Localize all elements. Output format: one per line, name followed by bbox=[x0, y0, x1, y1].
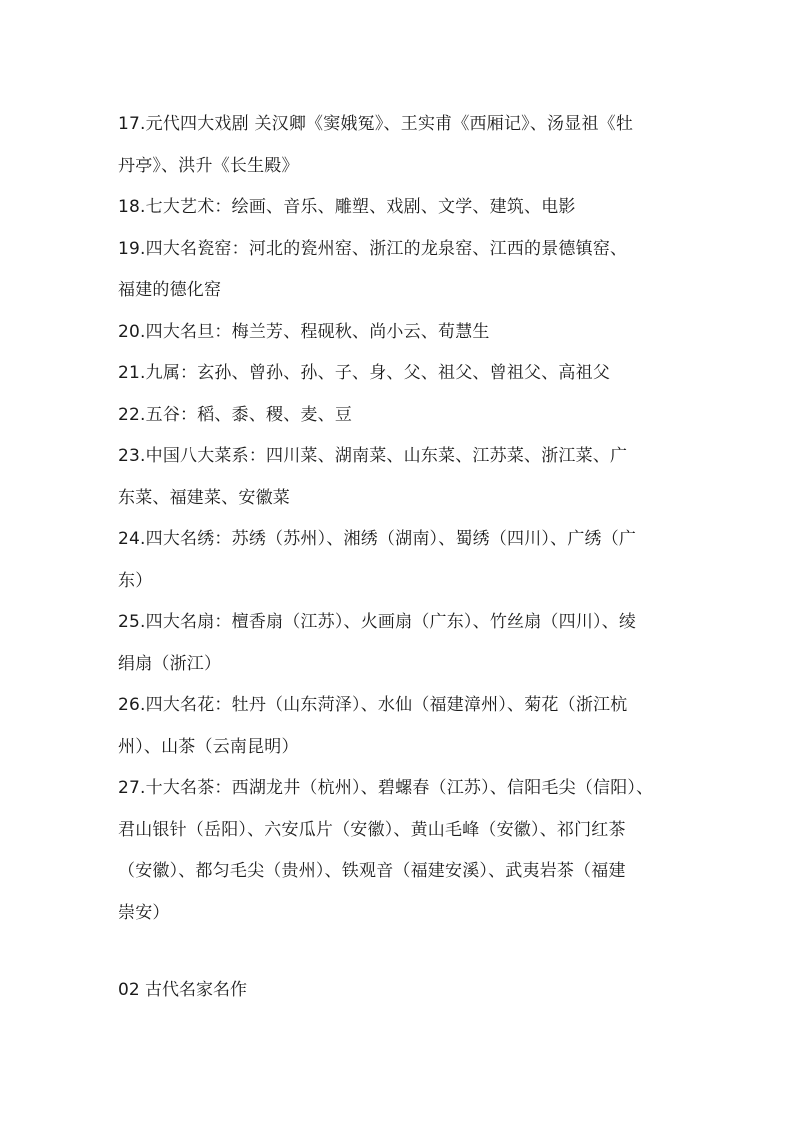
item-19-line-2: 福建的德化窑 bbox=[118, 280, 222, 300]
item-25-line-1: 25.四大名扇：檀香扇（江苏）、火画扇（广东）、竹丝扇（四川）、绫 bbox=[118, 612, 637, 632]
item-27-line-3: （安徽）、都匀毛尖（贵州）、铁观音（福建安溪）、武夷岩茶（福建 bbox=[118, 861, 626, 881]
item-17-line-1: 17.元代四大戏剧 关汉卿《窦娥冤》、王实甫《西厢记》、汤显祖《牡 bbox=[118, 114, 634, 134]
item-18-line-1: 18.七大艺术：绘画、音乐、雕塑、戏剧、文学、建筑、电影 bbox=[118, 197, 576, 217]
document-body bbox=[118, 104, 698, 934]
item-24-line-2: 东） bbox=[118, 570, 153, 591]
section-title: 02 古代名家名作 bbox=[118, 980, 248, 1000]
item-23-line-2: 东菜、福建菜、安徽菜 bbox=[118, 487, 290, 508]
item-23-line-1: 23.中国八大菜系：四川菜、湖南菜、山东菜、江苏菜、浙江菜、广 bbox=[118, 446, 628, 466]
item-21-line-1: 21.九属：玄孙、曾孙、孙、子、身、父、祖父、曾祖父、高祖父 bbox=[118, 363, 611, 383]
item-27-line-1: 27.十大名茶：西湖龙井（杭州）、碧螺春（江苏）、信阳毛尖（信阳）、 bbox=[118, 778, 654, 798]
item-26-line-2: 州）、山茶（云南昆明） bbox=[118, 736, 299, 757]
item-19-line-1: 19.四大名瓷窑：河北的瓷州窑、浙江的龙泉窑、江西的景德镇窑、 bbox=[118, 238, 628, 259]
item-22-line-1: 22.五谷：稻、黍、稷、麦、豆 bbox=[118, 404, 353, 425]
item-20-line-1: 20.四大名旦：梅兰芳、程砚秋、尚小云、荀慧生 bbox=[118, 321, 490, 342]
item-26-line-1: 26.四大名花：牡丹（山东菏泽）、水仙（福建漳州）、菊花（浙江杭 bbox=[118, 695, 628, 715]
item-27-line-2: 君山银针（岳阳）、六安瓜片（安徽）、黄山毛峰（安徽）、祁门红茶 bbox=[118, 819, 626, 840]
item-25-line-2: 绢扇（浙江） bbox=[118, 653, 222, 674]
item-27-line-4: 崇安） bbox=[118, 902, 170, 923]
item-24-line-1: 24.四大名绣：苏绣（苏州）、湘绣（湖南）、蜀绣（四川）、广绣（广 bbox=[118, 529, 637, 549]
item-17-line-2: 丹亭》、洪升《长生殿》 bbox=[118, 155, 299, 176]
